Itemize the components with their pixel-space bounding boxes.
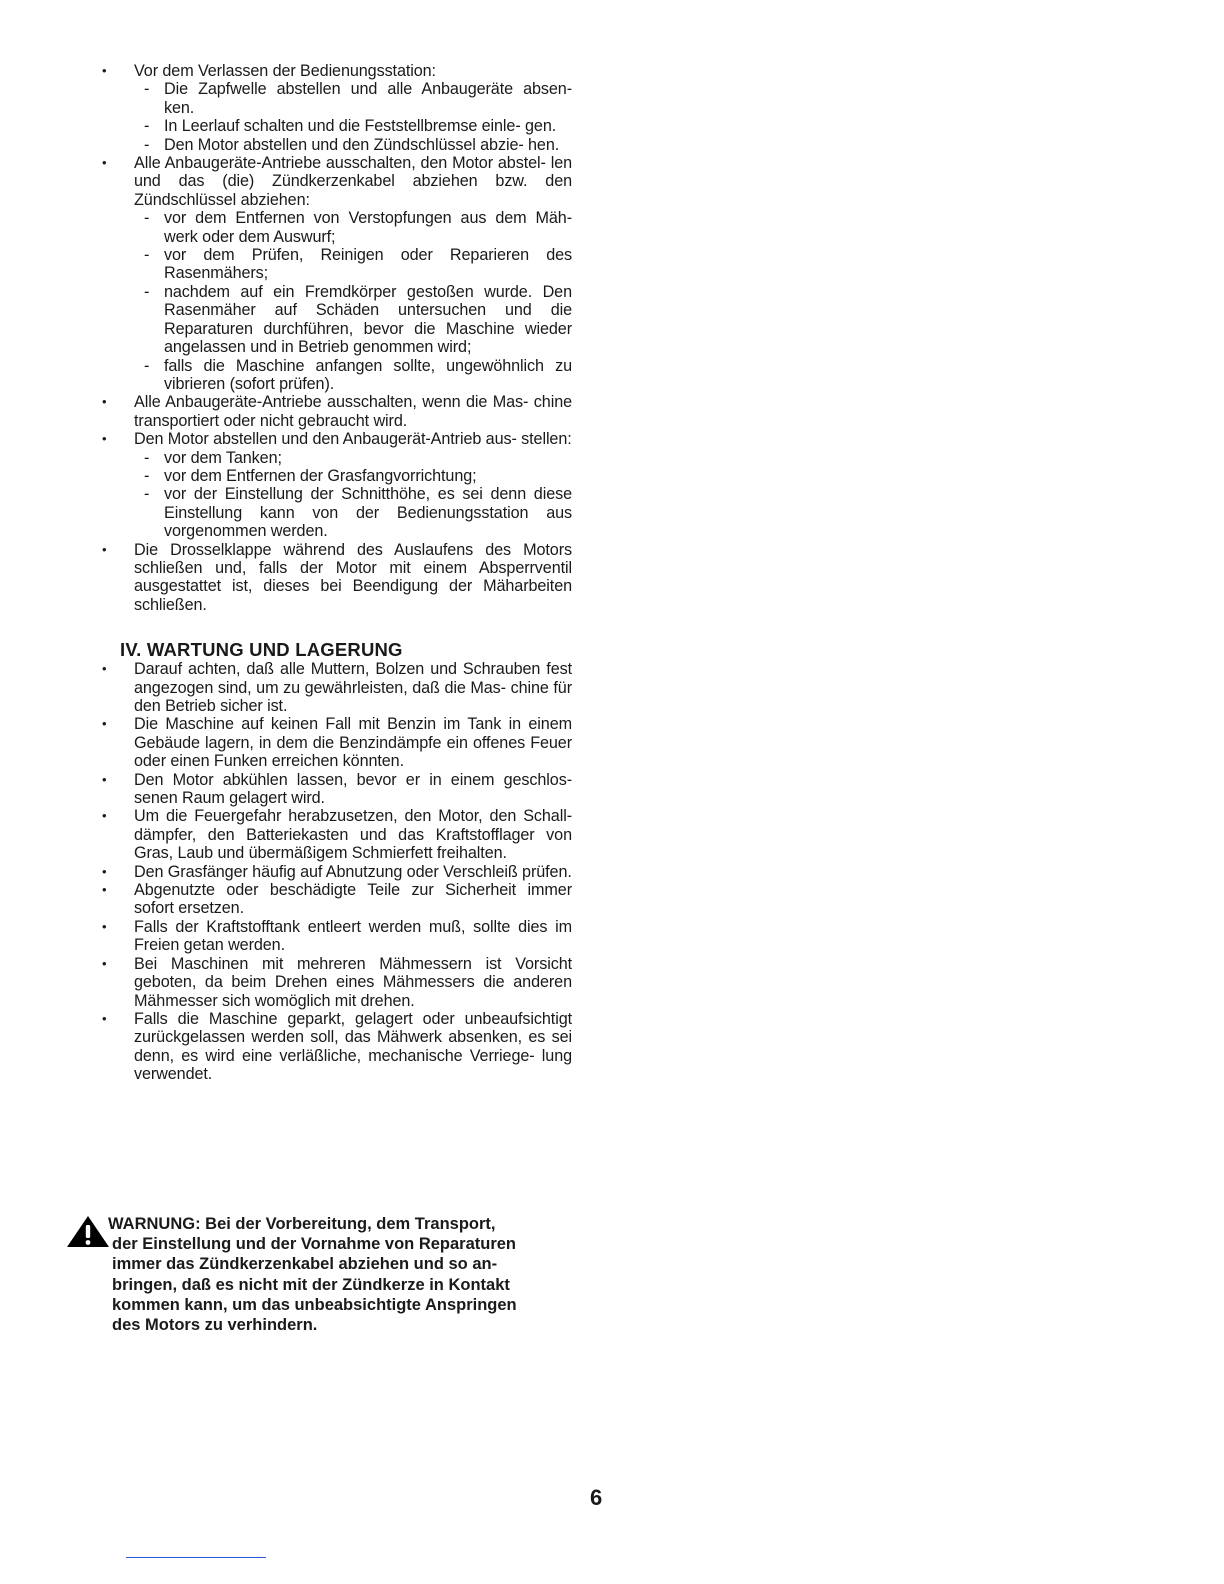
dash-item: [100, 467, 572, 485]
warning-line: kommen kann, um das unbeabsichtigte Anspringen: [112, 1295, 517, 1314]
bullet-text: Bei Maschinen mit mehreren Mähmessern ist Vorsicht geboten, da beim Drehen eines Mähmessers die anderen Mähmesser sich womöglich mit drehen.: [134, 954, 572, 1010]
warning-line: des Motors zu verhindern.: [112, 1316, 318, 1335]
bullet-text: Falls der Kraftstofftank entleert werden muß, sollte dies im Freien getan werden.: [134, 917, 572, 955]
dash-item: [100, 209, 572, 246]
bullet-item: [100, 393, 572, 430]
dash-icon: -: [144, 209, 150, 228]
dash-item: [100, 449, 572, 467]
warning-line: bringen, daß es nicht mit der Zündkerze in Kontakt: [112, 1275, 510, 1294]
dash-item: [100, 357, 572, 394]
dash-item: [100, 136, 572, 154]
dash-text: In Leerlauf schalten und die Feststellbremse einle- gen.: [164, 117, 557, 136]
dash-item: [100, 485, 572, 540]
bullet-text: Darauf achten, daß alle Muttern, Bolzen und Schrauben fest angezogen sind, um zu gewährleisten, daß die Mas- chine für den Betrieb sicher ist.: [134, 660, 572, 715]
section-heading: IV. WARTUNG UND LAGERUNG: [120, 639, 403, 661]
bullet-item: [100, 807, 572, 862]
dash-icon: -: [144, 117, 150, 136]
dash-item: [100, 117, 572, 135]
dash-item: [100, 80, 572, 117]
dash-text: vor dem Entfernen der Grasfangvorrichtung;: [164, 466, 477, 485]
bullet-icon: •: [102, 155, 107, 171]
main-column: [100, 62, 572, 1084]
dash-text: vor dem Tanken;: [164, 448, 282, 467]
dash-text: Die Zapfwelle abstellen und alle Anbaugeräte absen- ken.: [164, 80, 572, 117]
warning-line: WARNUNG: Bei der Vorbereitung, dem Transport,: [108, 1215, 496, 1233]
bullet-text: Abgenutzte oder beschädigte Teile zur Sicherheit immer sofort ersetzen.: [134, 881, 572, 918]
bullet-item: [100, 660, 572, 715]
dash-icon: -: [144, 282, 150, 301]
bullet-item: [100, 154, 572, 209]
bullet-icon: •: [102, 541, 107, 557]
bullet-icon: •: [102, 808, 107, 824]
dash-text: Den Motor abstellen und den Zündschlüssel abzie- hen.: [164, 135, 560, 154]
bullet-icon: •: [102, 661, 107, 677]
bullet-icon: •: [102, 394, 107, 410]
page-number: 6: [590, 1485, 603, 1510]
bullet-text: Den Grasfänger häufig auf Abnutzung oder Verschleiß prüfen.: [134, 862, 572, 881]
bullet-icon: •: [102, 863, 107, 879]
warning-line: der Einstellung und der Vornahme von Reparaturen: [112, 1235, 517, 1254]
bullet-item: [100, 541, 572, 615]
bullet-text: Die Maschine auf keinen Fall mit Benzin im Tank in einem Gebäude lagern, in dem die Benzindämpfe ein offenes Feuer oder einen Funken erreichen könnten.: [134, 715, 572, 771]
bullet-item: [100, 918, 572, 955]
dash-icon: -: [144, 466, 150, 485]
bullet-text: Alle Anbaugeräte-Antriebe ausschalten, den Motor abstel- len und das (die) Zündkerzenkabel abziehen bzw. den Zündschlüssel abziehen:: [134, 154, 572, 209]
bullet-text: Die Drosselklappe während des Auslaufens des Motors schließen und, falls der Motor mit einem Absperrventil ausgestattet ist, dieses bei Beendigung der Mäharbeiten schließen.: [134, 540, 572, 614]
bullet-icon: •: [102, 918, 107, 934]
bullet-text: Den Motor abstellen und den Anbaugerät-Antrieb aus- stellen:: [134, 430, 572, 449]
bullet-icon: •: [102, 955, 107, 971]
warning-line: immer das Zündkerzenkabel abziehen und so an-: [112, 1255, 498, 1274]
bullet-text: Alle Anbaugeräte-Antriebe ausschalten, wenn die Mas- chine transportiert oder nicht gebraucht wird.: [134, 393, 572, 430]
dash-icon: -: [144, 80, 150, 99]
dash-icon: -: [144, 485, 150, 504]
bullet-text: Den Motor abkühlen lassen, bevor er in einem geschlos- senen Raum gelagert wird.: [134, 770, 572, 808]
bullet-text: Falls die Maschine geparkt, gelagert oder unbeaufsichtigt zurückgelassen werden soll, das Mähwerk absenken, es sei denn, es wird eine verläßliche, mechanische Verriege- lung verwendet.: [134, 1009, 572, 1084]
dash-item: [100, 246, 572, 283]
bullet-icon: •: [102, 716, 107, 732]
bullet-item: [100, 881, 572, 918]
bullet-item: [100, 771, 572, 808]
dash-text: falls die Maschine anfangen sollte, ungewöhnlich zu vibrieren (sofort prüfen).: [164, 356, 572, 393]
dash-icon: -: [144, 135, 150, 154]
bullet-item: [100, 863, 572, 881]
dash-icon: -: [144, 356, 150, 375]
dash-text: nachdem auf ein Fremdkörper gestoßen wurde. Den Rasenmäher auf Schäden untersuchen und die Reparaturen durchführen, bevor die Maschine wieder angelassen und in Betrieb genommen wird;: [164, 282, 572, 357]
bullet-icon: •: [102, 882, 107, 898]
warning-block: [66, 1214, 536, 1335]
bullet-icon: •: [102, 771, 107, 787]
dash-text: vor der Einstellung der Schnitthöhe, es sei denn diese Einstellung kann von der Bedienungsstation aus vorgenommen werden.: [164, 485, 572, 541]
dash-icon: -: [144, 448, 150, 467]
bullet-item: [100, 430, 572, 448]
bullet-item: [100, 715, 572, 770]
bullet-icon: •: [102, 431, 107, 447]
bullet-text: Vor dem Verlassen der Bedienungsstation:: [134, 62, 436, 80]
footer-divider: [126, 1557, 266, 1558]
bullet-item: [100, 1010, 572, 1084]
bullet-item: [100, 955, 572, 1010]
dash-item: [100, 283, 572, 357]
bullet-text: Um die Feuergefahr herabzusetzen, den Motor, den Schall- dämpfer, den Batteriekasten und das Kraftstofflager von Gras, Laub und übermäßigem Schmierfett freihalten.: [134, 807, 572, 863]
warning-triangle-icon: [66, 1214, 110, 1248]
bullet-icon: •: [102, 1010, 107, 1026]
bullet-item: [100, 62, 572, 80]
dash-icon: -: [144, 246, 150, 265]
bullet-icon: •: [102, 63, 107, 78]
dash-text: vor dem Prüfen, Reinigen oder Reparieren des Rasenmähers;: [164, 246, 572, 283]
dash-text: vor dem Entfernen von Verstopfungen aus dem Mäh- werk oder dem Auswurf;: [164, 209, 572, 246]
